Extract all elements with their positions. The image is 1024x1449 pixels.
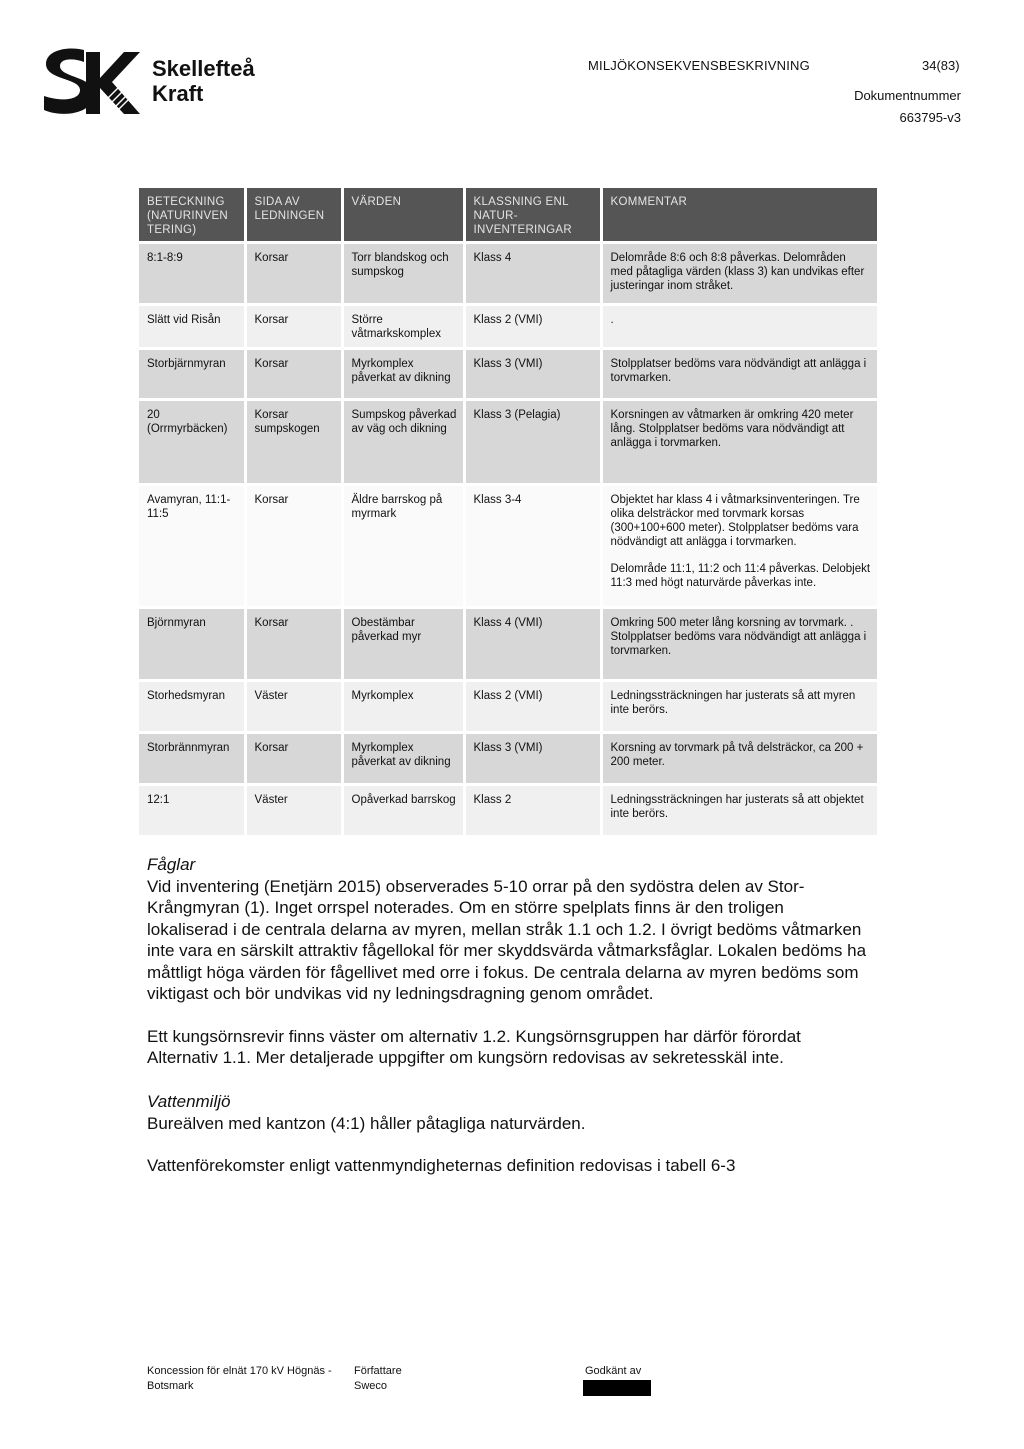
cell-designation: Slätt vid Risån [139, 305, 245, 349]
footer-approved [585, 1364, 641, 1379]
cell-class: Klass 3-4 [464, 485, 601, 608]
brand-line-2: Kraft [152, 81, 204, 106]
cell-class: Klass 3 (VMI) [464, 349, 601, 400]
table-row [139, 305, 877, 349]
cell-values: Sumpskog påverkad av väg och dikning [342, 400, 464, 485]
cell-designation: Avamyran, 11:1-11:5 [139, 485, 245, 608]
cell-values: Obestämbar påverkad myr [342, 608, 464, 681]
cell-comment: Omkring 500 meter lång korsning av torvmark. . Stolpplatser bedöms vara nödvändigt att anlägga i torvmarken. [601, 608, 877, 681]
document-number-label: Dokumentnummer [854, 88, 961, 103]
cell-values: Torr blandskog och sumpskog [342, 243, 464, 305]
paragraph: Vattenförekomster enligt vattenmyndigheternas definition redovisas i tabell 6-3 [147, 1156, 736, 1175]
cell-comment: Korsning av torvmark på två delsträckor, ca 200 + 200 meter. [601, 733, 877, 785]
water-section [147, 1091, 867, 1177]
paragraph: Ett kungsörnsrevir finns väster om alternativ 1.2. Kungsörnsgruppen har därför förordat Alternativ 1.1. Mer detaljerade uppgifter om kungsörn redovisas av sekretesskäl inte. [147, 1026, 801, 1067]
cell-class: Klass 2 (VMI) [464, 305, 601, 349]
col-header-designation: BETECKNING (NATURINVEN TERING) [139, 188, 245, 243]
cell-comment [601, 485, 877, 608]
cell-side: Väster [245, 681, 342, 733]
section-heading-water: Vattenmiljö [147, 1092, 231, 1111]
col-header-class: KLASSNING ENL NATUR-INVENTERINGAR [464, 188, 601, 243]
cell-values: Myrkomplex påverkat av dikning [342, 349, 464, 400]
brand-name [152, 56, 255, 106]
footer-author-label: Författare [354, 1365, 402, 1377]
cell-class: Klass 3 (VMI) [464, 733, 601, 785]
cell-designation: 8:1-8:9 [139, 243, 245, 305]
company-logo [40, 44, 280, 120]
table-row [139, 349, 877, 400]
cell-designation: Storbjärnmyran [139, 349, 245, 400]
footer-project-line-2: Botsmark [147, 1380, 194, 1392]
cell-class: Klass 2 [464, 785, 601, 835]
cell-comment: Stolpplatser bedöms vara nödvändigt att anlägga i torvmarken. [601, 349, 877, 400]
document-number: 663795-v3 [899, 110, 961, 125]
cell-values: Större våtmarkskomplex [342, 305, 464, 349]
paragraph: Bureälven med kantzon (4:1) håller påtagliga naturvärden. [147, 1113, 586, 1133]
cell-side: Korsar [245, 349, 342, 400]
section-heading-birds: Fåglar [147, 855, 196, 874]
table-header-row [139, 188, 877, 243]
cell-side: Korsar [245, 485, 342, 608]
cell-comment: Korsningen av våtmarken är omkring 420 meter lång. Stolpplatser bedöms vara nödvändigt att anlägga i torvmarken. [601, 400, 877, 485]
cell-values: Opåverkad barrskog [342, 785, 464, 835]
cell-side: Korsar [245, 733, 342, 785]
footer-project [147, 1364, 332, 1394]
cell-designation: Storbrännmyran [139, 733, 245, 785]
comment-paragraph: Objektet har klass 4 i våtmarksinventeringen. Tre olika delsträckor med torvmark korsas (300+100+600 meter). Stolpplatser bedöms vara nödvändigt att anlägga i torvmarken. [610, 494, 860, 548]
table-row [139, 485, 877, 608]
table-row [139, 733, 877, 785]
cell-side: Korsar sumpskogen [245, 400, 342, 485]
col-header-comment: KOMMENTAR [601, 188, 877, 243]
table-row [139, 608, 877, 681]
cell-designation: 12:1 [139, 785, 245, 835]
cell-class: Klass 3 (Pelagia) [464, 400, 601, 485]
page-number: 34(83) [922, 58, 960, 73]
table-row [139, 243, 877, 305]
footer-project-line-1: Koncession för elnät 170 kV Högnäs - [147, 1365, 332, 1377]
cell-comment: Ledningssträckningen har justerats så att objektet inte berörs. [601, 785, 877, 835]
cell-class: Klass 2 (VMI) [464, 681, 601, 733]
cell-side: Väster [245, 785, 342, 835]
footer-author [354, 1364, 402, 1394]
cell-designation: Björnmyran [139, 608, 245, 681]
birds-section [147, 854, 867, 1069]
cell-designation: Storhedsmyran [139, 681, 245, 733]
footer-approved-label: Godkänt av [585, 1365, 642, 1377]
cell-side: Korsar [245, 608, 342, 681]
cell-side: Korsar [245, 243, 342, 305]
cell-class: Klass 4 (VMI) [464, 608, 601, 681]
col-header-side: SIDA AV LEDNINGEN [245, 188, 342, 243]
cell-values: Äldre barrskog på myrmark [342, 485, 464, 608]
cell-designation: 20 (Orrmyrbäcken) [139, 400, 245, 485]
cell-comment: Delområde 8:6 och 8:8 påverkas. Delområden med påtagliga värden (klass 3) kan undvikas efter justeringar inom stråket. [601, 243, 877, 305]
document-title: MILJÖKONSEKVENSBESKRIVNING [588, 58, 810, 73]
cell-values: Myrkomplex [342, 681, 464, 733]
footer-author-value: Sweco [354, 1380, 388, 1392]
table-row [139, 400, 877, 485]
cell-values: Myrkomplex påverkat av dikning [342, 733, 464, 785]
nature-values-table [139, 188, 877, 835]
cell-class: Klass 4 [464, 243, 601, 305]
cell-comment: Ledningssträckningen har justerats så att myren inte berörs. [601, 681, 877, 733]
redacted-signature-block [583, 1380, 651, 1396]
col-header-values: VÄRDEN [342, 188, 464, 243]
table-row [139, 681, 877, 733]
paragraph: Vid inventering (Enetjärn 2015) observerades 5-10 orrar på den sydöstra delen av Stor-Krångmyran (1). Inget orrspel noterades. Om en större spelplats finns är den troligen lokaliserad i de centrala delarna av myren, mellan stråk 1.1 och 1.2. I övrigt bedöms våtmarken inte vara en särskilt attraktiv fågellokal för mer skyddsvärda våtmarksfåglar. Lokalen bedöms ha måttligt höga värden för fågellivet med orre i fokus. De centrala delarna av myren bedöms som viktigast och bör undvikas vid ny ledningsdragning genom området. [147, 876, 867, 1003]
cell-side: Korsar [245, 305, 342, 349]
brand-line-1: Skellefteå [152, 56, 255, 81]
comment-paragraph: Delområde 11:1, 11:2 och 11:4 påverkas. Delobjekt 11:3 med högt naturvärde påverkas inte. [610, 563, 871, 589]
cell-comment: . [601, 305, 877, 349]
table-row [139, 785, 877, 835]
skelleftea-kraft-logo-icon [40, 44, 150, 120]
